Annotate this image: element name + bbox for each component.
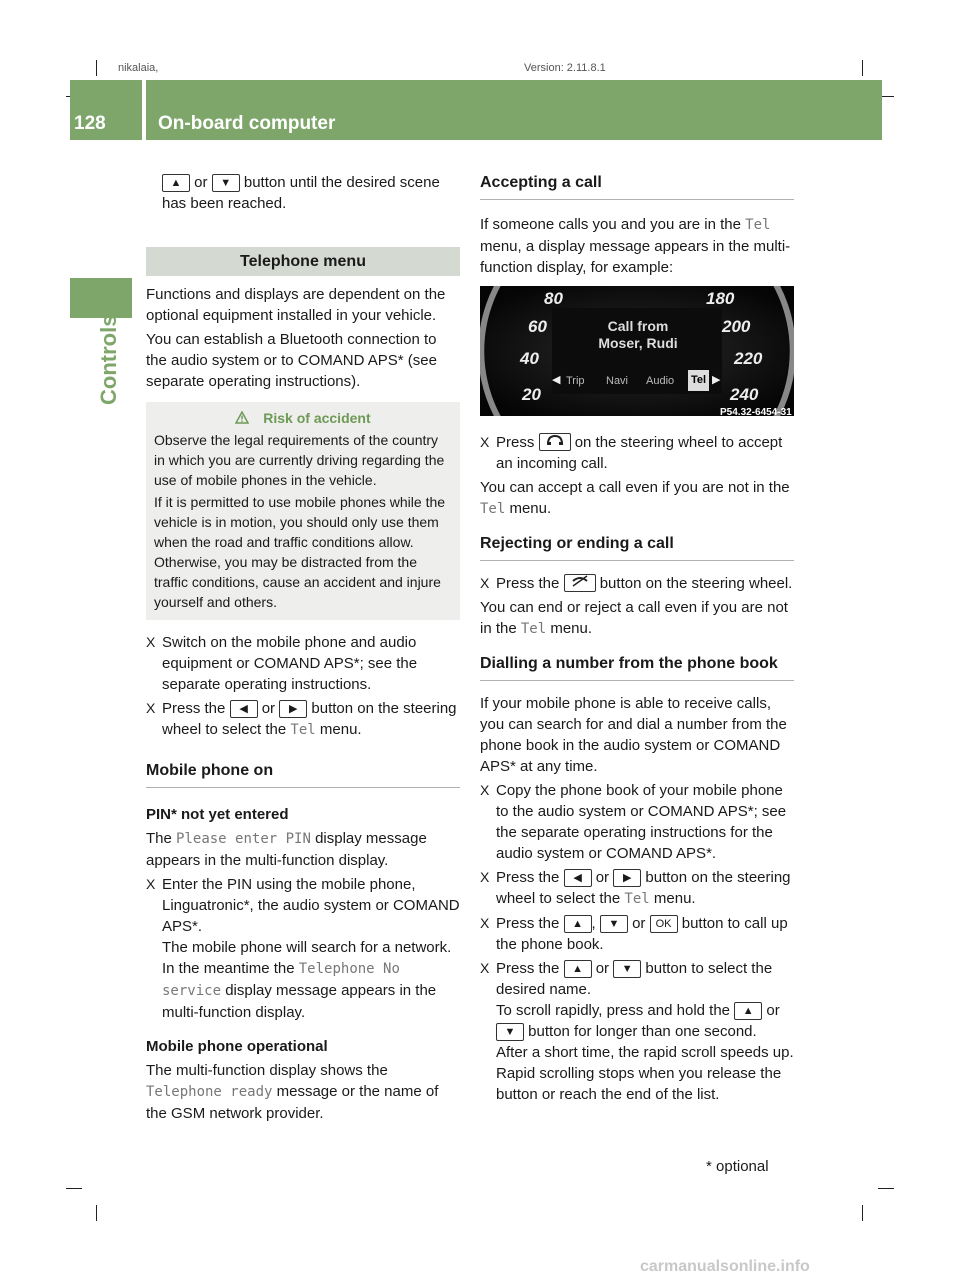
step-arrow-icon: X — [146, 700, 156, 716]
phone-accept-key-icon — [539, 433, 571, 451]
step-arrow-icon: X — [480, 915, 490, 931]
right-key-icon: ▶ — [613, 869, 641, 887]
warning-box — [146, 402, 460, 620]
step-item: X Copy the phone book of your mobile phone to the audio system or COMAND APS*; see the separate operating instructions for the audio system or COMAND APS*. — [480, 782, 787, 862]
crop-mark — [66, 1188, 82, 1189]
ok-key-icon: OK — [650, 915, 678, 933]
step-arrow-icon: X — [480, 575, 490, 591]
side-tab-label: Controls — [96, 314, 121, 405]
telephone-menu-heading: Telephone menu — [146, 247, 460, 276]
left-key-icon: ◀ — [564, 869, 592, 887]
menu-right-arrow-icon: ▶ — [712, 374, 721, 386]
step-arrow-icon: X — [480, 434, 490, 450]
down-key-icon: ▼ — [212, 174, 240, 192]
side-tab-marker — [70, 278, 132, 318]
speed-label: 200 — [722, 317, 751, 336]
chapter-title: On-board computer — [158, 113, 336, 134]
watermark: carmanualsonline.info — [640, 1258, 810, 1275]
operational-heading: Mobile phone operational — [146, 1038, 328, 1055]
paragraph: The Please enter PIN display message appears in the multi-function display. — [146, 830, 427, 869]
crop-mark — [878, 1188, 894, 1189]
step-arrow-icon: X — [146, 634, 156, 650]
step-item: X Press on the steering wheel to accept an incoming call. — [480, 434, 783, 472]
right-column — [480, 172, 794, 1108]
top-left-mark: nikalaia, — [118, 62, 159, 74]
warning-triangle-icon — [235, 411, 249, 424]
speed-label: 20 — [522, 385, 541, 404]
step-arrow-icon: X — [146, 876, 156, 892]
header-divider — [142, 80, 146, 140]
dialling-heading: Dialling a number from the phone book — [480, 653, 794, 681]
menu-left-arrow-icon: ◀ — [552, 374, 561, 386]
mobile-phone-on-heading: Mobile phone on — [146, 760, 460, 788]
step-item: X Press the ◀ or ▶ button on the steering wheel to select the Tel menu. — [480, 869, 791, 907]
paragraph: You can establish a Bluetooth connection to the audio system or to COMAND APS* (see separate operating instructions). — [146, 331, 437, 390]
menu-item-tel: Tel — [688, 370, 709, 391]
paragraph: Functions and displays are dependent on the optional equipment installed in your vehicle. — [146, 286, 446, 324]
step-item: X Press the ▲ or ▼ button to select the desired name. To scroll rapidly, press and hold the ▲ or ▼ button for longer than one second. After a short time, the rapid scroll speeds up. Rapid scrolling stops when you release the button or reach the end of the list. — [480, 960, 794, 1103]
paragraph: You can end or reject a call even if you are not in the Tel menu. — [480, 599, 788, 637]
speed-label: 60 — [528, 317, 547, 336]
up-key-icon: ▲ — [162, 174, 190, 192]
step-arrow-icon: X — [480, 869, 490, 885]
step-item: X Press the ▲ , ▼ or OK button to call up the phone book. — [480, 915, 788, 953]
up-key-icon: ▲ — [734, 1002, 762, 1020]
crop-mark — [96, 1205, 97, 1221]
pin-heading: PIN* not yet entered — [146, 806, 289, 823]
menu-item-trip: Trip — [566, 375, 585, 387]
page-number: 128 — [74, 113, 106, 134]
step-item: X Enter the PIN using the mobile phone, Linguatronic*, the audio system or COMAND APS*. The mobile phone will search for a network. In the meantime the Telephone No service display message appears in the multi-function display. — [146, 876, 460, 1021]
phone-end-key-icon — [564, 574, 596, 592]
warning-title: Risk of accident — [263, 410, 371, 426]
down-key-icon: ▼ — [496, 1023, 524, 1041]
step-arrow-icon: X — [480, 960, 490, 976]
call-from-text: Call from — [607, 318, 669, 334]
right-key-icon: ▶ — [279, 700, 307, 718]
paragraph: The multi-function display shows the Telephone ready message or the name of the GSM network provider. — [146, 1062, 439, 1122]
footnote: * optional — [706, 1158, 769, 1175]
speed-label: 40 — [520, 349, 539, 368]
speed-label: 220 — [734, 349, 763, 368]
crop-mark — [862, 60, 863, 76]
intro-text: ▲ or ▼ button until the desired scene has been reached. — [162, 174, 440, 212]
caller-name: Moser, Rudi — [598, 335, 678, 351]
step-item: X Switch on the mobile phone and audio equipment or COMAND APS*; see the separate operating instructions. — [146, 634, 418, 693]
accepting-call-heading: Accepting a call — [480, 172, 794, 200]
up-key-icon: ▲ — [564, 960, 592, 978]
version-mark: Version: 2.11.8.1 — [524, 62, 606, 74]
image-code: P54.32-6454-31 — [720, 407, 792, 416]
speed-label: 180 — [706, 289, 735, 308]
crop-mark — [96, 60, 97, 76]
warning-text: If it is permitted to use mobile phones while the vehicle is in motion, you should only use them when the road and traffic conditions allow. Otherwise, you may be distracted from the traffic conditions, cause an accident and injure yourself and others. — [154, 494, 446, 610]
speed-label: 80 — [544, 289, 563, 308]
paragraph: You can accept a call even if you are not in the Tel menu. — [480, 479, 790, 517]
step-arrow-icon: X — [480, 782, 490, 798]
up-key-icon: ▲ — [564, 915, 592, 933]
step-item: X Press the ◀ or ▶ button on the steering wheel to select the Tel menu. — [146, 700, 457, 738]
rejecting-call-heading: Rejecting or ending a call — [480, 533, 794, 561]
down-key-icon: ▼ — [613, 960, 641, 978]
left-column — [146, 172, 460, 1127]
warning-text: Observe the legal requirements of the country in which you are currently driving regarding the use of mobile phones in the vehicle. — [154, 432, 445, 488]
speed-label: 240 — [730, 385, 759, 404]
menu-item-navi: Navi — [606, 375, 629, 387]
paragraph: If someone calls you and you are in the Tel menu, a display message appears in the multi-function display, for example: — [480, 216, 791, 276]
down-key-icon: ▼ — [600, 915, 628, 933]
paragraph: If your mobile phone is able to receive calls, you can search for and dial a number from the phone book in the audio system or COMAND APS* at any time. — [480, 695, 787, 775]
display-menu-bar — [552, 370, 722, 386]
step-item: X Press the button on the steering wheel. — [480, 575, 793, 592]
crop-mark — [862, 1205, 863, 1221]
left-key-icon: ◀ — [230, 700, 258, 718]
instrument-display-photo — [480, 286, 794, 416]
menu-item-audio: Audio — [646, 375, 675, 387]
